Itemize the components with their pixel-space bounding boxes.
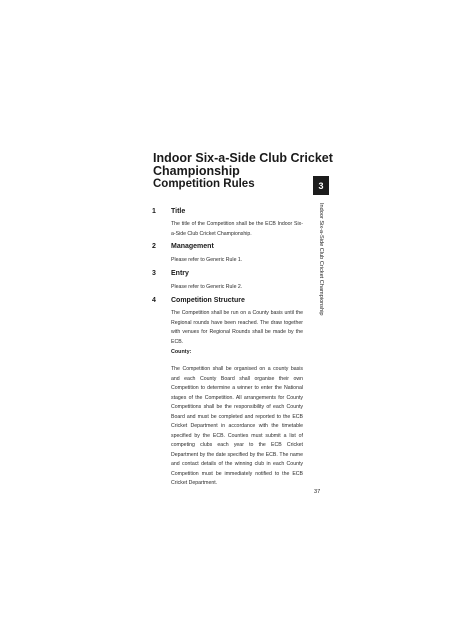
section-number: 3 [152, 270, 156, 277]
section-subheading: County: [171, 349, 192, 355]
section-title: Title [171, 208, 186, 215]
section-text: The title of the Competition shall be the ECB Indoor Six-a-Side Club Cricket Championship. [171, 221, 303, 237]
section-number: 2 [152, 243, 156, 250]
section-title: Competition Structure [171, 297, 245, 304]
section-title: Entry [171, 270, 189, 277]
section-number: 4 [152, 297, 156, 304]
running-head: Indoor Six-a-Side Club Cricket Championship [318, 203, 324, 316]
page-number: 37 [314, 489, 321, 495]
document-title: Indoor Six-a-Side Club Cricket Championship [153, 151, 333, 178]
section-title: Management [171, 243, 214, 250]
chapter-tab: 3 [313, 176, 329, 195]
section-text: The Competition shall be run on a County basis until the Regional rounds have been reached. The draw together with venues for Regional Rounds shall be made by the ECB. [171, 310, 303, 345]
section-text: Please refer to Generic Rule 2. [171, 284, 243, 290]
section-text: Please refer to Generic Rule 1. [171, 257, 243, 263]
section-subtext: The Competition shall be organised on a county basis and each County Board shall organise their own Competition to determine a winner to enter the National stages of the Competition. All arrangements for County Competitions shall be the responsibility of each County Board and must be completed and reported to the ECB Cricket Department in accordance with the timetable specified by the ECB. Counties must submit a list of competing clubs each year to the ECB Cricket Department by the date specified by the ECB. The name and contact details of the winning club in each County Competition must be immediately notified to the ECB Cricket Department. [171, 366, 303, 486]
document-subtitle: Competition Rules [153, 178, 255, 190]
section-number: 1 [152, 208, 156, 215]
